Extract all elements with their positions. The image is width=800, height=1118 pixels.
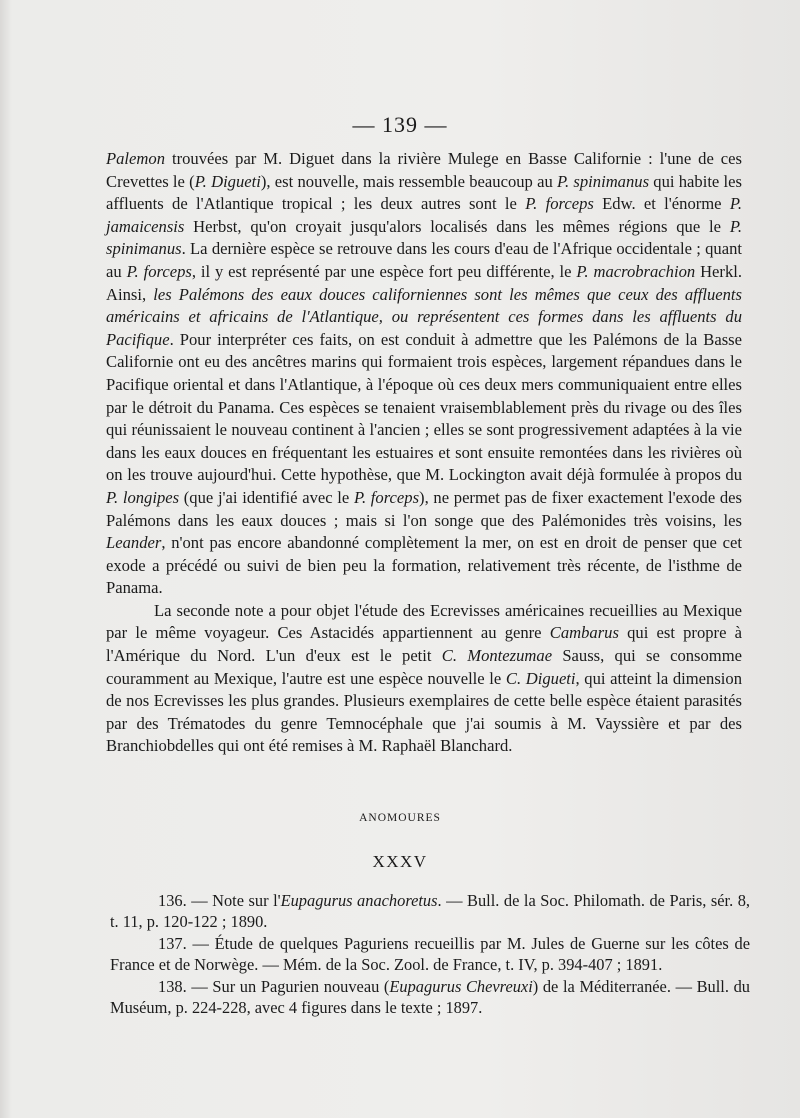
p1-run-20: P. forceps: [353, 487, 420, 507]
p1-run-23: , n'ont pas encore abandonné complètement la mer, on est en droit de penser que cet exode a précédé ou suivi de bien peu la formation, relativement très récente, de l'isthme de Panama.: [106, 533, 742, 598]
bibliography-entry-138: [110, 976, 750, 1019]
p1-run-3: ), est nouvelle, mais ressemble beaucoup au: [260, 171, 558, 191]
p2-run-6: , qui atteint la dimension de nos Ecrevisses les plus grandes. Plusieurs exemplaires de cette belle espèce étaient parasités par des Trématodes du genre Temnocéphale que j'ai soumis à M. Vayssière et par des Branchiobdelles qui ont été remises à M. Raphaël Blanchard.: [106, 668, 742, 756]
p2-run-1: Cambarus: [549, 623, 619, 643]
p1-run-22: Leander: [106, 533, 162, 553]
p2-run-5: C. Digueti: [505, 668, 576, 688]
p1-run-7: Edw. et l'énorme: [593, 194, 730, 214]
bibliography: [110, 890, 750, 1018]
p2-run-0: La seconde note a pour objet l'étude des Ecrevisses américaines recueillies au Mexique par le même voyageur. Ces Astacidés appartiennent au genre: [106, 600, 742, 643]
section-number: XXXV: [372, 852, 428, 871]
p1-run-0: Palemon: [106, 149, 165, 168]
p1-run-13: , il y est représenté par une espèce fort peu différente, le: [191, 261, 577, 281]
p1-run-8: P. jamaicensis: [106, 194, 742, 236]
bib0-run-0: 136. — Note sur l': [158, 891, 281, 910]
p1-run-17: . Pour interpréter ces faits, on est conduit à admettre que les Palémons de la Basse Californie ont eu des ancêtres marins qui formaient trois espèces, largement répandues dans le Pacifique oriental et dans l'Atlantique, à l'époque où ces deux mers communiquaient entre elles par le détroit du Panama. Ces espèces se tenaient vraisemblablement près du rivage ou des îles qui réunissaient le nouveau continent à l'ancien ; elles se sont progressivement adaptées à la vie dans les eaux douces en fréquentant les estuaires et sont ensuite remontées dans les rivières où on les trouve aujourd'hui. Cette hypothèse, que M. Lockington avait déjà formulée à propos du: [106, 329, 742, 485]
paragraph-ecrevisses: [106, 600, 742, 758]
p2-run-4: Sauss, qui se consomme couramment au Mexique, l'autre est une espèce nouvelle le: [106, 646, 742, 688]
p2-run-3: C. Montezumae: [441, 646, 553, 666]
p1-run-12: P. forceps: [126, 261, 192, 281]
p1-run-21: ), ne permet pas de fixer exactement l'exode des Palémons dans les eaux douces ; mais si l'on songe que des Palémonides très voisins, les: [106, 487, 743, 530]
bibliography-entry-136: [110, 890, 750, 933]
p1-run-14: P. macrobrachion: [576, 261, 696, 281]
p1-run-15: Herkl. Ainsi,: [106, 261, 742, 304]
body-text: [106, 148, 742, 758]
p1-run-10: P. spinimanus: [106, 216, 742, 259]
p1-run-11: . La dernière espèce se retrouve dans les cours d'eau de l'Afrique occidentale ; quant au: [106, 239, 742, 281]
p1-run-1: trouvées par M. Diguet dans la rivière Mulege en Basse Californie : l'une de ces Crevettes le (: [106, 149, 742, 191]
p1-run-18: P. longipes: [106, 487, 180, 507]
bib1-run-0: 137. — Étude de quelques Paguriens recueillis par M. Jules de Guerne sur les côtes de France et de Norwège. — Mém. de la Soc. Zool. de France, t. IV, p. 394-407 ; 1891.: [110, 933, 750, 975]
p1-run-2: P. Digueti: [194, 171, 261, 191]
section-heading: ANOMOURES: [359, 812, 441, 824]
bibliography-entry-137: [110, 933, 750, 976]
bib2-run-1: Eupagurus Chevreuxi: [389, 976, 533, 996]
p1-run-5: qui habite les affluents de l'Atlantique tropical ; les deux autres sont le: [106, 171, 742, 214]
paragraph-palemons: [106, 148, 742, 600]
p1-run-19: (que j'ai identifié avec le: [179, 487, 354, 507]
bib2-run-2: ) de la Méditerranée. — Bull. du Muséum, p. 224-228, avec 4 figures dans le texte ; 1897.: [110, 976, 750, 1018]
bib0-run-1: Eupagurus anachoretus: [280, 891, 438, 910]
p1-run-9: Herbst, qu'on croyait jusqu'alors localisés dans les mêmes régions que le: [184, 216, 730, 236]
p2-run-2: qui est propre à l'Amérique du Nord. L'un d'eux est le petit: [106, 623, 742, 666]
p1-run-6: P. forceps: [525, 194, 594, 214]
bib2-run-0: 138. — Sur un Pagurien nouveau (: [158, 976, 390, 996]
p1-run-4: P. spinimanus: [557, 171, 650, 191]
p1-run-16: les Palémons des eaux douces californiennes sont les mêmes que ceux des affluents américains et africains de l'Atlantique, ou représentent ces formes dans les affluents du Pacifique: [106, 284, 742, 349]
page-number: — 139 —: [352, 112, 448, 137]
bib0-run-2: . — Bull. de la Soc. Philomath. de Paris, sér. 8, t. 11, p. 120-122 ; 1890.: [110, 891, 751, 932]
